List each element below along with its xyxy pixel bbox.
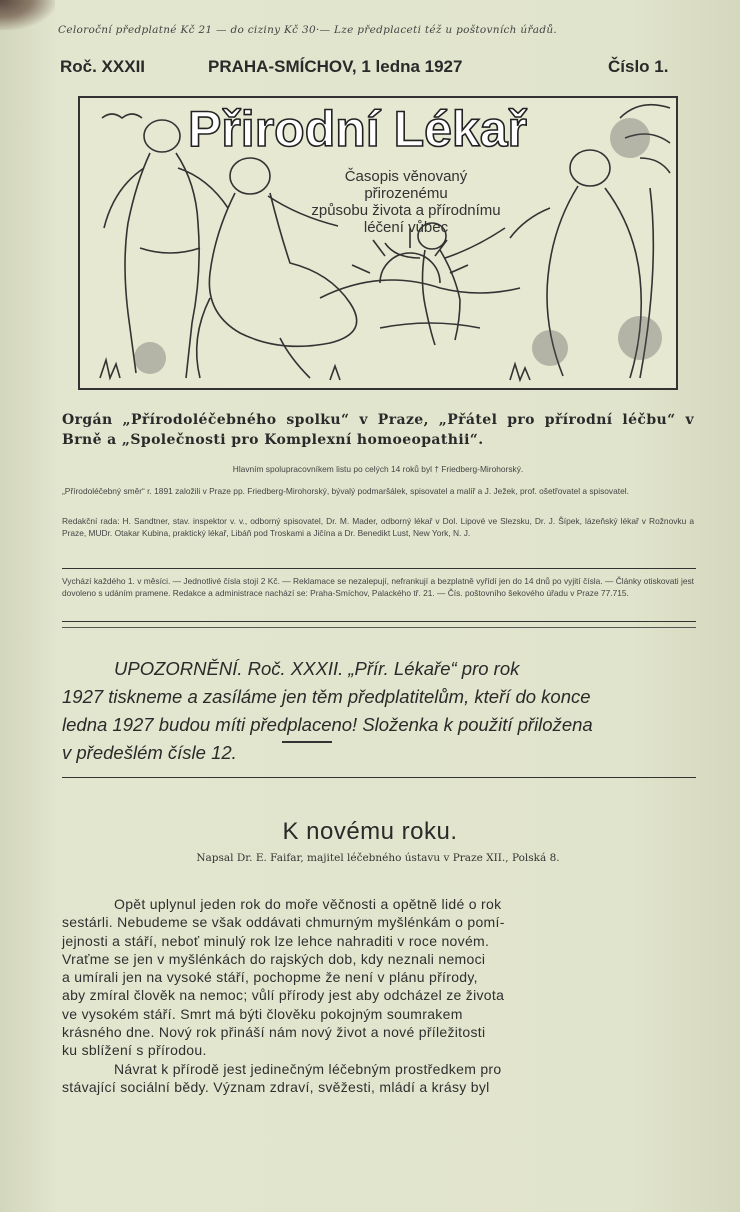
masthead-subtitle [306,168,506,236]
page-corner-shadow [0,0,55,30]
notice-line: v předešlém čísle 12. [62,742,237,763]
masthead-subtitle-line: způsobu života a přírodnímu [311,202,501,219]
masthead-subtitle-line: Časopis věnovaný přirozenému [344,168,468,202]
issue-number: Číslo 1. [608,57,669,76]
place-date: PRAHA-SMÍCHOV, 1 ledna 1927 [208,57,463,76]
notice-line: 1927 tiskneme a zasíláme jen těm předplatitelům, kteří do konce [62,686,591,707]
subscription-notice [62,655,698,767]
article-body [62,895,702,1096]
editorial-board: Redakční rada: H. Sandtner, stav. inspektor v. v., odborný spisovatel, Dr. M. Mader, odborný lékař v Dol. Lipové ve Slezsku, Dr. J. Šípek, lázeňský lékař v Rožnovku a Praze, MUDr. Otakar Kubina, praktický lékař, Libáň pod Troskami a Jičína a Dr. Benedikt Lust, New York, N. J. [62,516,694,538]
notice-line: UPOZORNĚNÍ. Roč. XXXII. „Přír. Lékaře“ pro rok [114,658,520,679]
organ-statement: Orgán „Přírodoléčebného spolku“ v Praze, „Přátel pro přírodní léčbu“ v Brně a „Společnosti pro Komplexní homoeopathii“. [62,412,694,448]
notice-rule [282,741,332,743]
article-line: ve vysokém stáří. Smrt má býti člověku pokojným soumrakem [62,1005,463,1022]
article-line: stávající sociální bědy. Význam zdraví, svěžesti, mládí a krásy byl [62,1078,490,1095]
divider [62,777,696,778]
cofounder-line: Hlavním spolupracovníkem listu po celých 14 roků byl † Friedberg-Mirohorský. [232,464,524,474]
founded-note: „Přírodoléčebný směr“ r. 1891 založili v Praze pp. Friedberg-Mirohorský, bývalý podmaršálek, spisovatel a malíř a J. Ježek, prof. ošetřovatel a spisovatel. [62,486,629,496]
divider [62,627,696,628]
divider [62,568,696,569]
article-byline: Napsal Dr. E. Faifar, majitel léčebného ústavu v Praze XII., Polská 8. [196,852,560,864]
masthead-subtitle-line: léčení vůbec [363,219,449,236]
volume-label: Roč. XXXII [60,57,146,76]
article-line: jejnosti a stáří, neboť minulý rok lze lehce nahraditi v roce novém. [62,932,490,949]
article-line: krásného dne. Nový rok přináší nám nový život a nové příležitosti [62,1024,486,1041]
article-line: aby zmíral člověk na nemoc; vůlí přírody jest aby odcházel ze života [62,987,505,1004]
masthead-title: Přirodní Lékař [188,101,527,157]
article-line: ku sblížení s přírodou. [62,1042,207,1059]
masthead [78,96,678,390]
notice-line: ledna 1927 budou míti předplaceno! Složenka k použití přiložena [62,714,593,735]
subscription-line: Celoroční předplatné Kč 21 — do ciziny Kč 30·— Lze předplaceti též u poštovních úřadů. [58,24,558,36]
article-line: Návrat k přírodě jest jedinečným léčebným prostředkem pro [114,1060,502,1077]
article-title: K novému roku. [282,818,458,845]
article-line: Opět uplynul jeden rok do moře věčnosti a opětně lidé o rok [114,896,502,912]
publishing-info: Vychází každého 1. v měsíci. — Jednotlivé čísla stojí 2 Kč. — Reklamace se nezalepují, nefrankují a bezplatně vyřídí jen do 14 dnů po vyjití čísla. — Články otiskovati jest dovoleno s udáním pramene. Redakce a administrace nachází se: Praha-Smíchov, Palackého tř. 21. — Čís. poštovního šekového úřadu v Praze 77.715. [62,576,694,598]
article-line: Vraťme se jen v myšlénkách do rajských dob, kdy neznali nemoci [62,950,486,967]
article-line: a umírali jen na vysoké stáří, pochopme že není v plánu přírody, [62,969,478,986]
divider [62,621,696,622]
article-line: sestárli. Nebudeme se však oddávati chmurným myšlénkám o pomí- [62,914,505,931]
